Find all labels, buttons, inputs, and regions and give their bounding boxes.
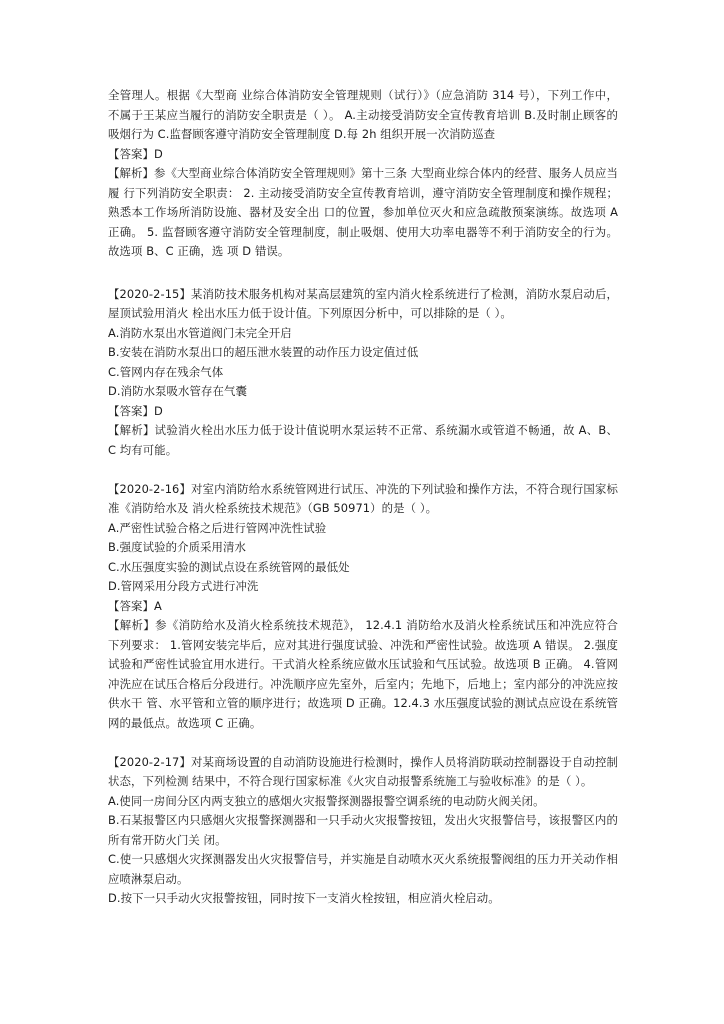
option-c: C.使一只感烟火灾探测器发出火灾报警信号，并实施是自动喷水灭火系统报警阀组的压力开关动作相应喷淋泵启动。	[108, 852, 618, 886]
option-b: B.安装在消防水泵出口的超压泄水装置的动作压力设定值过低	[108, 345, 419, 359]
intro-question-block	[108, 86, 618, 262]
page-content	[108, 86, 618, 928]
answer-text: 【答案】D	[108, 403, 163, 418]
option-b: B.强度试验的介质采用清水	[108, 540, 247, 554]
question-block-15	[108, 285, 618, 461]
question-text: 全管理人。根据《大型商 业综合体消防安全管理规则（试行）》（应急消防 314 号），下列工作中，不属于王某应当履行的消防安全职责是（ ）。 A.主动接受消防安全宣传教育培训 B.及时制止顾客的吸烟行为 C.监督顾客遵守消防安全管理制度 D.每 2h 组织开展一次消防巡查	[108, 88, 618, 141]
analysis-text: 【解析】参《大型商业综合体消防安全管理规则》第十三条 大型商业综合体内的经营、服务人员应当履 行下列消防安全职责： 2. 主动接受消防安全宣传教育培训，遵守消防安全管理制度和操作规程；熟悉本工作场所消防设施、器材及安全出 口的位置，参加单位灭火和应急疏散预案演练。故选项 A 正确。 5. 监督顾客遵守消防安全管理制度，制止吸烟、使用大功率电器等不利于消防安全的行为。故选项 B、C 正确，选 项 D 错误。	[108, 166, 618, 258]
question-block-17	[108, 753, 618, 909]
question-block-16	[108, 480, 618, 734]
option-d: D.管网采用分段方式进行冲洗	[108, 579, 259, 593]
option-c: C.水压强度实验的测试点设在系统管网的最低处	[108, 559, 350, 574]
option-a: A.消防水泵出水管道阀门未完全开启	[108, 325, 292, 340]
analysis-text: 【解析】试验消火栓出水压力低于设计值说明水泵运转不正常、系统漏水或管道不畅通，故 A、B、C 均有可能。	[108, 423, 618, 457]
option-a: A.严密性试验合格之后进行管网冲洗性试验	[108, 520, 327, 535]
option-d: D.按下一只手动火灾报警按钮，同时按下一支消火栓按钮，相应消火栓启动。	[108, 891, 500, 905]
analysis-text: 【解析】参《消防给水及消火栓系统技术规范》， 12.4.1 消防给水及消火栓系统试压和冲洗应符合 下列要求： 1.管网安装完毕后，应对其进行强度试验、冲洗和严密性试验。故选项 A 错误。 2.强度试验和严密性试验宜用水进行。干式消火栓系统应做水压试验和气压试验。故选项 B 正确。 4.管网冲洗应在试压合格后分段进行。冲洗顺序应先室外，后室内；先地下，后地上；室内部分的冲洗应按供水干 管、水平管和立管的顺序进行；故选项 D 正确。12.4.3 水压强度试验的测试点应设在系统管网的最低点。故选项 C 正确。	[108, 618, 618, 730]
answer-text: 【答案】D	[108, 146, 163, 161]
option-d: D.消防水泵吸水管存在气囊	[108, 384, 247, 398]
question-text: 【2020-2-17】对某商场设置的自动消防设施进行检测时，操作人员将消防联动控制器设于自动控制状态，下列检测 结果中，不符合现行国家标准《火灾自动报警系统施工与验收标准》的是（ ）。	[108, 754, 618, 788]
question-text: 【2020-2-16】对室内消防给水系统管网进行试压、冲洗的下列试验和操作方法，不符合现行国家标准《消防给水及 消火栓系统技术规范》（GB 50971）的是（ ）。	[108, 481, 618, 515]
option-c: C.管网内存在残余气体	[108, 364, 224, 379]
answer-text: 【答案】A	[108, 598, 162, 613]
option-a: A.使同一房间分区内两支独立的感烟火灾报警探测器报警空调系统的电动防火阀关闭。	[108, 793, 545, 808]
option-b: B.石某报警区内只感烟火灾报警探测器和一只手动火灾报警按钮，发出火灾报警信号，该报警区内的所有常开防火门关 闭。	[108, 813, 618, 847]
question-text: 【2020-2-15】某消防技术服务机构对某高层建筑的室内消火栓系统进行了检测，消防水泵启动后，屋顶试验用消火 栓出水压力低于设计值。下列原因分析中，可以排除的是（ ）。	[108, 286, 618, 320]
